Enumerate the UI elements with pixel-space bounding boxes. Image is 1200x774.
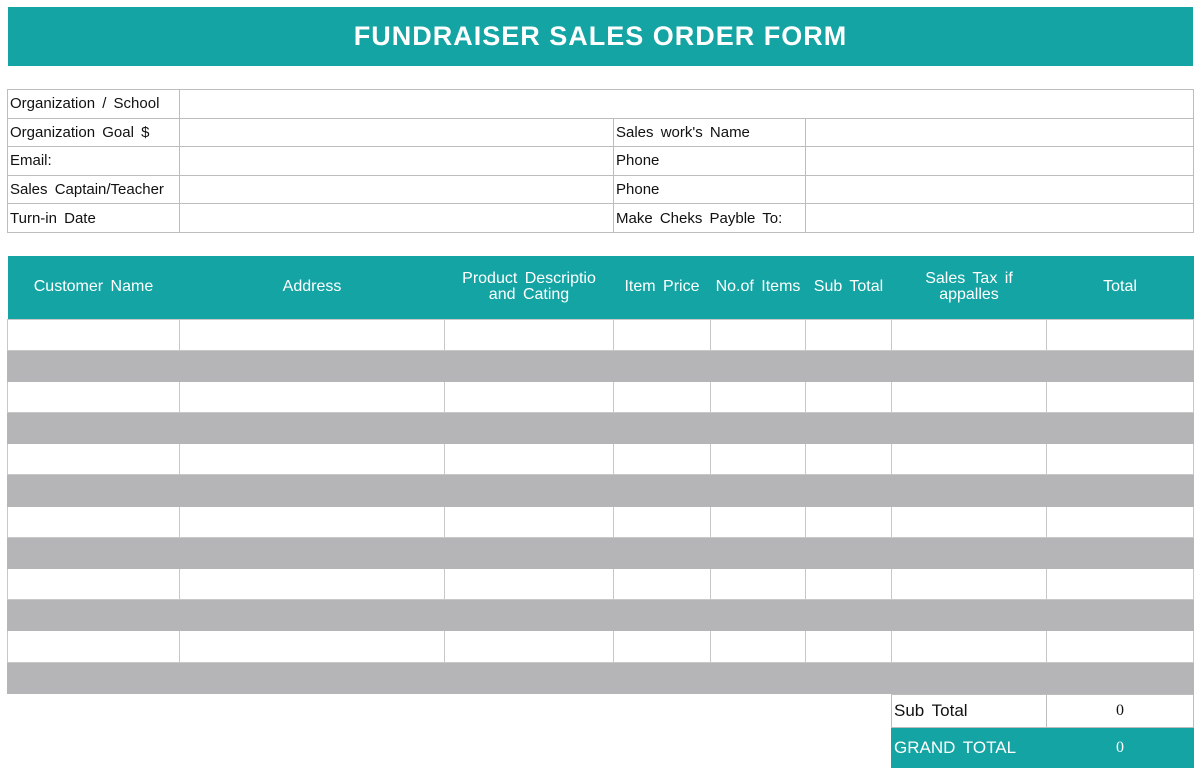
col-header-no-of-items: No.of Items <box>711 256 806 319</box>
order-cell[interactable] <box>1047 506 1194 537</box>
order-cell[interactable] <box>1047 350 1194 381</box>
order-cell[interactable] <box>711 631 806 662</box>
sub-total-label: Sub Total <box>892 695 1047 728</box>
order-cell[interactable] <box>8 631 180 662</box>
order-cell[interactable] <box>1047 569 1194 600</box>
email-field[interactable] <box>180 147 614 176</box>
order-cell[interactable] <box>8 350 180 381</box>
col-header-customer-name: Customer Name <box>8 256 180 319</box>
order-cell[interactable] <box>806 475 892 506</box>
order-cell[interactable] <box>614 569 711 600</box>
order-cell[interactable] <box>445 350 614 381</box>
checks-payable-label: Make Cheks Payble To: <box>614 204 806 233</box>
order-cell[interactable] <box>1047 600 1194 631</box>
order-cell[interactable] <box>614 350 711 381</box>
order-cell[interactable] <box>445 413 614 444</box>
order-cell[interactable] <box>806 444 892 475</box>
info-row-turn-in-date <box>8 204 1194 233</box>
order-cell[interactable] <box>806 319 892 350</box>
order-cell[interactable] <box>1047 475 1194 506</box>
order-cell[interactable] <box>614 537 711 568</box>
order-cell[interactable] <box>806 537 892 568</box>
order-cell[interactable] <box>180 475 445 506</box>
order-cell[interactable] <box>445 569 614 600</box>
order-cell[interactable] <box>614 319 711 350</box>
order-cell[interactable] <box>8 381 180 412</box>
order-cell[interactable] <box>892 319 1047 350</box>
order-cell[interactable] <box>180 631 445 662</box>
order-cell[interactable] <box>892 569 1047 600</box>
phone-label: Phone <box>614 147 806 176</box>
order-cell[interactable] <box>445 631 614 662</box>
order-cell[interactable] <box>806 506 892 537</box>
order-cell[interactable] <box>806 350 892 381</box>
order-cell[interactable] <box>614 600 711 631</box>
grand-total-value: 0 <box>1047 728 1194 768</box>
order-cell[interactable] <box>806 631 892 662</box>
org-school-field[interactable] <box>180 90 1194 119</box>
captain-phone-field[interactable] <box>806 175 1194 204</box>
turn-in-date-field[interactable] <box>180 204 614 233</box>
org-goal-field[interactable] <box>180 118 614 147</box>
order-cell[interactable] <box>8 569 180 600</box>
order-cell[interactable] <box>614 444 711 475</box>
order-cell[interactable] <box>8 444 180 475</box>
order-cell[interactable] <box>892 413 1047 444</box>
table-row <box>8 444 1194 475</box>
table-row <box>8 319 1194 350</box>
order-cell[interactable] <box>1047 631 1194 662</box>
order-cell[interactable] <box>180 413 445 444</box>
order-cell[interactable] <box>711 662 806 693</box>
table-row <box>8 600 1194 631</box>
order-cell[interactable] <box>711 413 806 444</box>
col-header-sales-tax: Sales Tax if appalles <box>892 256 1047 319</box>
order-cell[interactable] <box>1047 662 1194 693</box>
order-header-row <box>8 256 1194 319</box>
sales-captain-field[interactable] <box>180 175 614 204</box>
order-cell[interactable] <box>8 662 180 693</box>
order-cell[interactable] <box>711 537 806 568</box>
order-cell[interactable] <box>614 413 711 444</box>
order-cell[interactable] <box>892 537 1047 568</box>
table-row <box>8 475 1194 506</box>
order-cell[interactable] <box>711 350 806 381</box>
order-cell[interactable] <box>445 475 614 506</box>
col-header-total: Total <box>1047 256 1194 319</box>
org-goal-label: Organization Goal $ <box>8 118 180 147</box>
info-row-org-school <box>8 90 1194 119</box>
sales-captain-label: Sales Captain/Teacher <box>8 175 180 204</box>
order-cell[interactable] <box>8 506 180 537</box>
order-cell[interactable] <box>806 413 892 444</box>
order-cell[interactable] <box>806 569 892 600</box>
order-cell[interactable] <box>180 537 445 568</box>
table-row <box>8 350 1194 381</box>
table-row <box>8 381 1194 412</box>
info-table <box>7 89 1194 233</box>
order-cell[interactable] <box>1047 537 1194 568</box>
order-cell[interactable] <box>180 600 445 631</box>
table-row <box>8 506 1194 537</box>
order-cell[interactable] <box>445 600 614 631</box>
grand-total-row <box>892 728 1194 768</box>
table-row <box>8 413 1194 444</box>
order-cell[interactable] <box>8 475 180 506</box>
info-row-sales-captain <box>8 175 1194 204</box>
order-cell[interactable] <box>1047 413 1194 444</box>
order-cell[interactable] <box>806 381 892 412</box>
order-table <box>7 256 1194 694</box>
order-cell[interactable] <box>711 569 806 600</box>
org-school-label: Organization / School <box>8 90 180 119</box>
order-cell[interactable] <box>711 381 806 412</box>
order-cell[interactable] <box>445 381 614 412</box>
table-row <box>8 662 1194 693</box>
order-cell[interactable] <box>180 350 445 381</box>
order-cell[interactable] <box>445 444 614 475</box>
order-cell[interactable] <box>180 319 445 350</box>
order-cell[interactable] <box>614 631 711 662</box>
sub-total-row <box>892 695 1194 728</box>
order-cell[interactable] <box>614 662 711 693</box>
totals-table <box>891 694 1194 768</box>
order-cell[interactable] <box>711 475 806 506</box>
order-cell[interactable] <box>892 631 1047 662</box>
grand-total-label: GRAND TOTAL <box>892 728 1047 768</box>
info-row-org-goal <box>8 118 1194 147</box>
order-cell[interactable] <box>1047 444 1194 475</box>
info-row-email <box>8 147 1194 176</box>
order-cell[interactable] <box>8 537 180 568</box>
order-cell[interactable] <box>892 475 1047 506</box>
order-cell[interactable] <box>711 600 806 631</box>
order-cell[interactable] <box>806 662 892 693</box>
order-cell[interactable] <box>180 662 445 693</box>
checks-payable-field[interactable] <box>806 204 1194 233</box>
order-cell[interactable] <box>8 600 180 631</box>
turn-in-date-label: Turn-in Date <box>8 204 180 233</box>
order-cell[interactable] <box>614 475 711 506</box>
table-row <box>8 537 1194 568</box>
table-row <box>8 631 1194 662</box>
order-cell[interactable] <box>1047 381 1194 412</box>
captain-phone-label: Phone <box>614 175 806 204</box>
col-header-sub-total: Sub Total <box>806 256 892 319</box>
order-cell[interactable] <box>180 444 445 475</box>
order-cell[interactable] <box>1047 319 1194 350</box>
order-cell[interactable] <box>445 506 614 537</box>
col-header-address: Address <box>180 256 445 319</box>
order-cell[interactable] <box>806 600 892 631</box>
order-cell[interactable] <box>445 319 614 350</box>
order-cell[interactable] <box>892 381 1047 412</box>
order-cell[interactable] <box>892 662 1047 693</box>
order-cell[interactable] <box>892 350 1047 381</box>
sub-total-value: 0 <box>1047 695 1194 728</box>
order-cell[interactable] <box>711 444 806 475</box>
col-header-item-price: Item Price <box>614 256 711 319</box>
order-cell[interactable] <box>8 319 180 350</box>
order-cell[interactable] <box>614 506 711 537</box>
order-cell[interactable] <box>445 662 614 693</box>
col-header-product-description: Product Descriptio and Cating <box>445 256 614 319</box>
order-cell[interactable] <box>180 506 445 537</box>
order-cell[interactable] <box>180 569 445 600</box>
order-cell[interactable] <box>892 600 1047 631</box>
form-title: FUNDRAISER SALES ORDER FORM <box>8 7 1193 66</box>
order-cell[interactable] <box>614 381 711 412</box>
order-cell[interactable] <box>8 413 180 444</box>
table-row <box>8 569 1194 600</box>
order-rows <box>8 319 1194 693</box>
sales-worker-name-label: Sales work's Name <box>614 118 806 147</box>
order-cell[interactable] <box>892 506 1047 537</box>
order-cell[interactable] <box>711 506 806 537</box>
email-label: Email: <box>8 147 180 176</box>
phone-field[interactable] <box>806 147 1194 176</box>
order-cell[interactable] <box>180 381 445 412</box>
order-cell[interactable] <box>892 444 1047 475</box>
sales-worker-name-field[interactable] <box>806 118 1194 147</box>
order-cell[interactable] <box>711 319 806 350</box>
order-cell[interactable] <box>445 537 614 568</box>
